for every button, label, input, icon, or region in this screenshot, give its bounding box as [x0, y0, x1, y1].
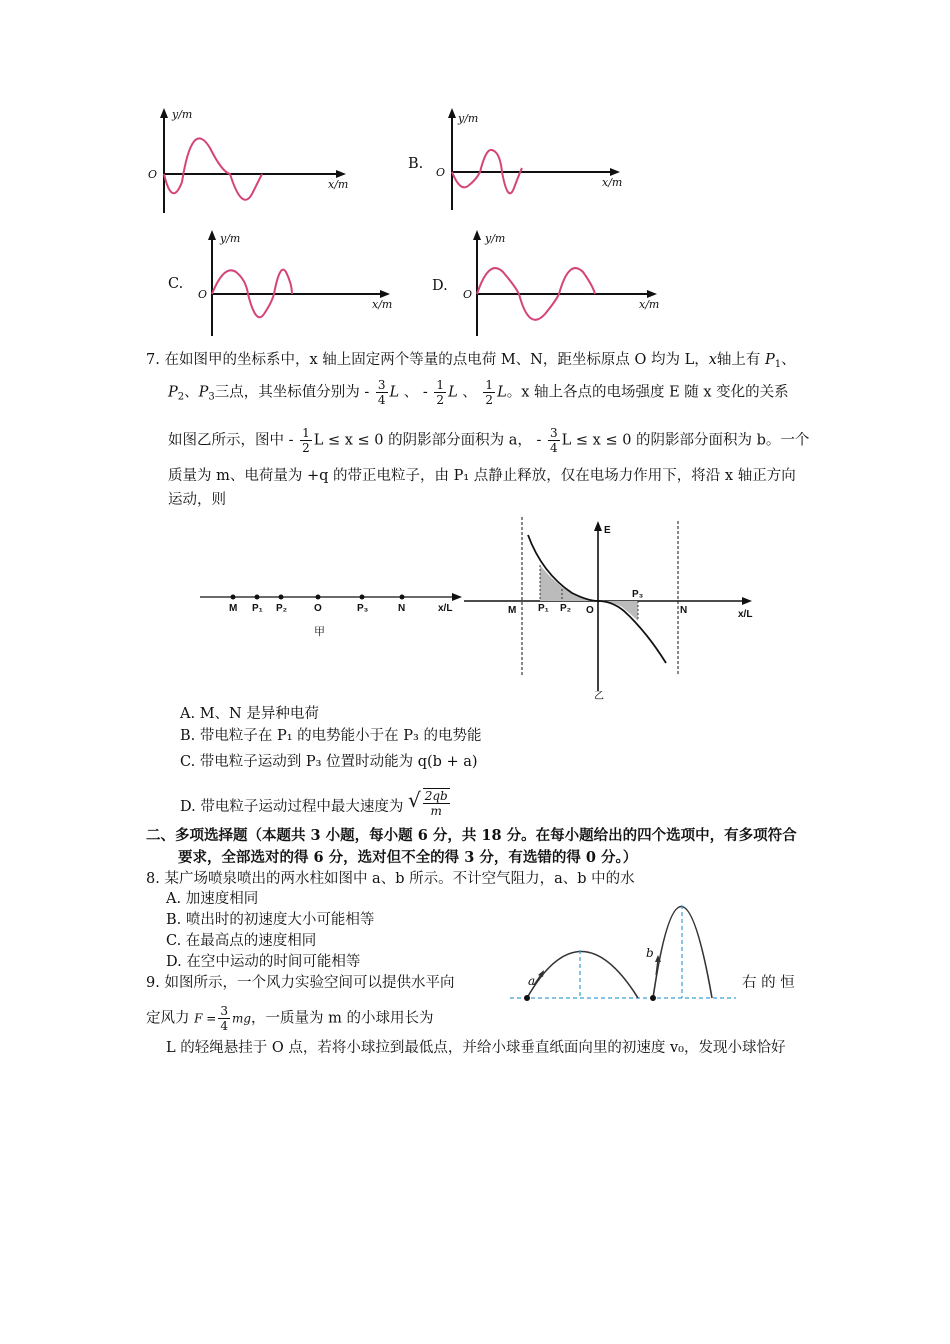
label-p3: P₃	[632, 589, 644, 600]
label-p1: P₁	[252, 603, 263, 614]
q9-line3: L 的轻绳悬挂于 O 点，若将小球拉到最低点，并给小球垂直纸面向里的初速度 v₀，发现小球恰好	[166, 1040, 786, 1056]
x-axis-label: x/m	[639, 298, 660, 311]
label-p1: P₁	[538, 603, 549, 614]
figure-jia	[200, 585, 470, 645]
q7-line5: 运动，则	[168, 492, 226, 508]
q9-line2: 定风力 F = $\frac{3}{4}$ mg，一质量为 m 的小球用长为	[146, 1004, 434, 1033]
origin-label: O	[198, 288, 208, 301]
q9-line1-left: 9. 如图所示，一个风力实验空间可以提供水平向	[146, 975, 455, 991]
x-axis-label: x/m	[372, 298, 393, 311]
label-n: N	[398, 603, 406, 614]
x-axis-label: x/m	[328, 178, 349, 191]
option-b-label: B.	[408, 156, 424, 172]
q7-option-d: D. 带电粒子运动过程中最大速度为 √ $\frac{2qb}{m}$	[180, 788, 448, 818]
q7-option-c: C. 带电粒子运动到 P₃ 位置时动能为 q(b + a)	[180, 754, 478, 770]
label-xl: x/L	[738, 609, 753, 620]
label-m: M	[508, 605, 517, 616]
y-axis-label: y/m	[458, 112, 479, 125]
label-p3: P₃	[357, 603, 369, 614]
option-d-label: D.	[432, 278, 448, 294]
q8-option-a: A. 加速度相同	[166, 891, 259, 907]
caption-jia: 甲	[314, 625, 325, 638]
wave-graph-b	[430, 108, 630, 218]
label-xl: x/L	[438, 603, 453, 614]
origin-label: O	[436, 166, 446, 179]
y-axis-label: y/m	[172, 108, 193, 121]
label-p2: P₂	[560, 603, 572, 614]
q8-option-b: B. 喷出时的初速度大小可能相等	[166, 912, 375, 928]
q8-option-c: C. 在最高点的速度相同	[166, 933, 317, 949]
option-c-label: C.	[168, 276, 184, 292]
section2-line2: 要求，全部选对的得 6 分，选对但不全的得 3 分，有选错的得 0 分。）	[178, 849, 638, 866]
origin-label: O	[148, 168, 158, 181]
x-axis-label: x/m	[602, 176, 623, 189]
q7-line3: 如图乙所示，图中 - $\frac{1}{2}$ L ≤ x ≤ 0 的阴影部分面积为 a， - $\frac{3}{4}$ L ≤ x ≤ 0 的阴影部分面积为 b。一个	[168, 426, 810, 455]
label-m: M	[229, 603, 238, 614]
q9-line1-right: 右 的 恒	[742, 975, 795, 991]
caption-yi: 乙	[594, 691, 604, 702]
origin-label: O	[463, 288, 473, 301]
y-axis-label: y/m	[220, 232, 241, 245]
wave-graph-d	[455, 228, 660, 338]
section2-line1: 二、多项选择题（本题共 3 小题，每小题 6 分，共 18 分。在每小题给出的四个选项中，有多项符合	[146, 827, 797, 844]
q7-line4: 质量为 m、电荷量为 +q 的带正电粒子，由 P₁ 点静止释放，仅在电场力作用下，将沿 x 轴正方向	[168, 468, 796, 484]
q8-option-d: D. 在空中运动的时间可能相等	[166, 954, 361, 970]
label-b: b	[646, 946, 654, 960]
q7-line2: $P_2$、$P_3$三点，其坐标值分别为 - $\frac{3}{4}$ L 、 - $\frac{1}{2}$ L 、 $\frac{1}{2}$ L。x 轴上各点的电场强度 E 随 x 变化的关系	[168, 378, 789, 407]
figure-yi	[462, 515, 762, 700]
label-a: a	[528, 974, 536, 988]
label-p2: P₂	[276, 603, 288, 614]
y-axis-label: y/m	[485, 232, 506, 245]
wave-a-curve	[140, 108, 340, 218]
label-e: E	[604, 525, 611, 536]
wave-graph-c	[190, 228, 393, 338]
q7-option-a: A. M、N 是异种电荷	[180, 706, 319, 722]
q7-line1: 7. 在如图甲的坐标系中，x 轴上固定两个等量的点电荷 M、N，距坐标原点 O 均为 L，x轴上有 $P_1$、	[146, 352, 796, 370]
label-n: N	[680, 605, 688, 616]
q7-option-b: B. 带电粒子在 P₁ 的电势能小于在 P₃ 的电势能	[180, 728, 482, 744]
label-o: O	[314, 603, 322, 614]
label-o: O	[586, 605, 594, 616]
fountain-figure	[510, 895, 740, 1005]
q8-stem: 8. 某广场喷泉喷出的两水柱如图中 a、b 所示。不计空气阻力，a、b 中的水	[146, 871, 635, 887]
